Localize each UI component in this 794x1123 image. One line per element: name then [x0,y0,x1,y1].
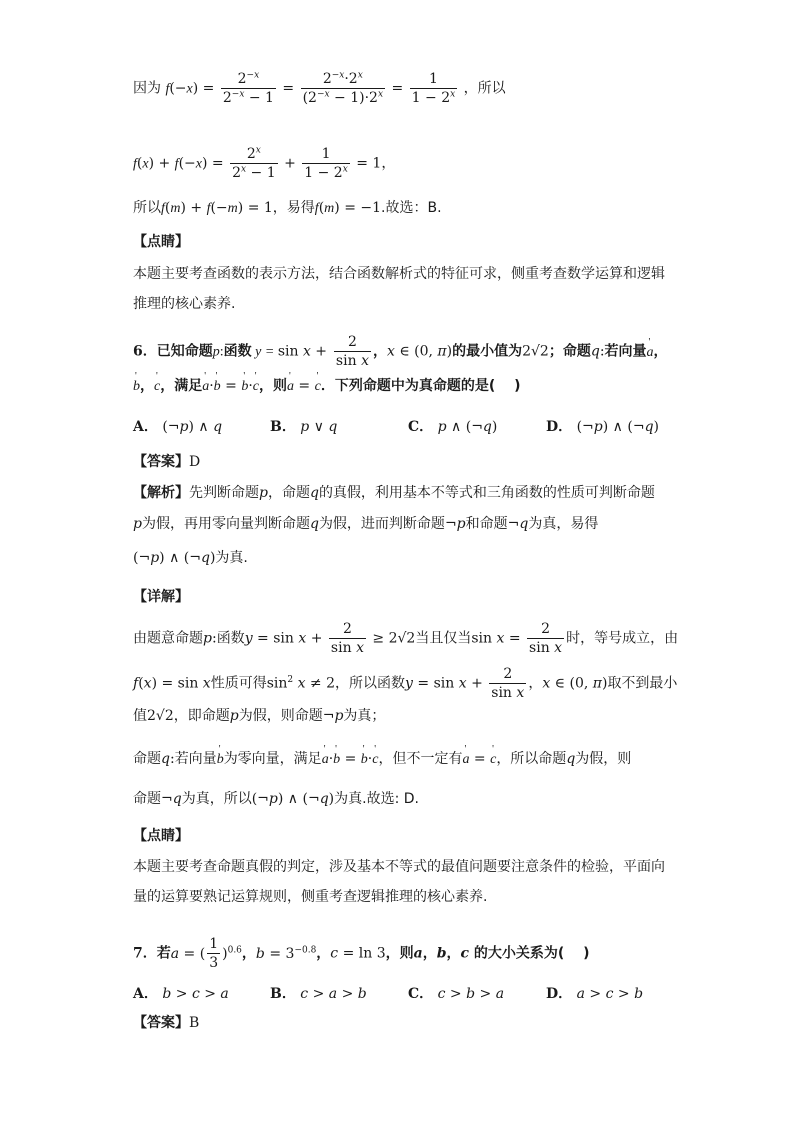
detail-text-2c: 取不到最小 [607,675,678,692]
question6-text-a: 已知命题 [156,343,213,360]
detail-text-5c: 为真.故选: D. [334,791,419,807]
detail-text-4d: ，但不一定有 [378,751,463,767]
detail-text-2b: ，所以函数 [335,675,406,692]
question7-text-b: 则 [399,945,414,962]
question6-text-d: ；命题 [548,343,591,360]
detail-text-1c: 当且仅当 [415,630,472,647]
detail-line2: f(x) = sin x性质可得$\sin^2 x \ne 2$，所以函数y = sin x + $\frac{2}{\text{sin x}}$ ，x ∈ (0, π)取不到最小 [133,666,678,701]
question6-line2: ' b，' c，满足' a·' b = ' b·' c，则' a = ' c．下列命题中为真命题的是( ) [133,376,521,397]
tag-dianjing-5: 【点睛】 [133,234,189,250]
detail-text-5b: 为真，所以 [181,791,252,807]
summary6-line1: 本题主要考查命题真假的判定，涉及基本不等式的最值问题要注意条件的检验，平面向 [133,859,665,875]
question6-text-b: 函数 [223,343,252,360]
analysis-text-2a: 为假，再用零向量判断命题 [141,516,310,532]
solution5-line2: f(x) + f(−x) = $\frac{2^x}{2^x - 1}$ + $\frac{1}{1 - 2^x}$ = 1， [133,145,396,181]
option7-a[interactable]: A． b > c > a [133,986,229,1002]
detail-line1: 由题意命题p:函数y = sin x + $\frac{2}{\text{sin x}}$ ≥ 2√2当且仅当sin x = $\frac{2}{\text{sin x}}$ 时，等号成立，由 [133,621,679,656]
detail-line3: 值2√2，即命题p为假，则命题¬p为真； [133,708,386,724]
detail-text-4b: 若向量 [174,751,217,767]
text-so-suffix: ，所以 [463,80,506,97]
analysis-line2: p为假，再用零向量判断命题q为假，进而判断命题¬p和命题¬q为真，易得 [133,516,599,532]
text-so: 所以 [133,200,161,216]
answer6-value: D [189,454,201,470]
detail-text-1a: 由题意命题 [133,630,203,647]
text-because: 因为 [133,80,161,97]
option6-d-label: D． [546,419,573,435]
detail-line4: 命题q:若向量' b为零向量，满足' a·' b = ' b·' c，但不一定有' a = ' c，所以命题q为假，则 [133,749,631,770]
option7-c-label: C． [408,986,434,1002]
tag-dianjing-6: 【点睛】 [133,828,189,844]
analysis-text-1: 先判断命题 [189,485,259,501]
tag-analysis: 【解析】 [133,485,189,501]
analysis-text-2c: 和命题 [465,516,508,532]
detail-text-3b: ，即命题 [173,708,230,724]
option7-d-label: D． [546,986,573,1002]
analysis-line1: 【解析】先判断命题p，命题q的真假，利用基本不等式和三角函数的性质可判断命题 [133,485,655,501]
solution5-line3: 所以f(m) + f(−m) = 1，易得f(m) = −1.故选：B. [133,200,442,216]
analysis-text-2b: 为假，进而判断命题 [318,516,445,532]
detail-text-4e: ，所以命题 [496,751,567,767]
option7-b-label: B． [270,986,296,1002]
detail-text-3c: 为假，则命题 [238,708,323,724]
detail-text-5a: 命题 [133,791,161,807]
option6-c[interactable]: C． p ∧ (¬q) [408,419,498,435]
solution5-line1: 因为 f(−x) = $\frac{2^{-x}}{2^{-x} - 1}$ = $\frac{2^{-x}\cdot 2^x}{(2^{-x} - 1)\cdot 2^x}$ = $\frac{1}{1 - 2^x}$ ，所以 [133,70,506,106]
summary5-line2: 推理的核心素养. [133,296,236,312]
detail-text-4a: 命题 [133,751,161,767]
detail-line5: 命题¬q为真，所以(¬p) ∧ (¬q)为真.故选: D. [133,791,419,807]
detail-text-3d: 为真； [343,708,386,724]
question6-number: 6． [133,343,157,360]
question6-text-f: 满足 [174,378,203,394]
option6-b[interactable]: B． p ∨ q [270,419,338,435]
question6-text-g: 则 [272,378,287,394]
detail-text-3a: 值 [133,708,147,724]
option7-d[interactable]: D． a > c > b [546,986,644,1002]
question7-number: 7． [133,945,157,962]
option6-a-label: A． [133,419,158,435]
question6-text-c: 的最小值为 [452,343,523,360]
analysis-text-1b: ，命题 [267,485,310,501]
option6-d[interactable]: D． (¬p) ∧ (¬q) [546,419,660,435]
answer6-line [133,452,200,472]
summary5-line1: 本题主要考查函数的表示方法，结合函数解析式的特征可求，侧重考查数学运算和逻辑 [133,266,665,282]
analysis-text-1c: 的真假，利用基本不等式和三角函数的性质可判断命题 [318,485,655,501]
question6-text-e: 若向量 [604,343,647,360]
option7-c[interactable]: C． c > b > a [408,986,505,1002]
question7-text-c: 的大小关系为( ) [473,945,590,962]
option6-a[interactable]: A． (¬p) ∧ q [133,419,223,435]
question6-text-h: 下列命题中为真命题的是( ) [334,378,521,394]
option7-a-label: A． [133,986,158,1002]
analysis-text-3: 为真. [215,550,248,566]
text-easy-get: ，易得 [272,200,315,216]
detail-text-1b: 函数 [216,630,245,647]
analysis-text-2d: 为真，易得 [528,516,599,532]
option6-c-label: C． [408,419,434,435]
answer7-value: B [189,1015,200,1031]
question6-line1: 6．已知命题p:函数 y = sin x + $\frac{2}{\text{sin x}}$ ，x ∈ (0, π)的最小值为2√2；命题q:若向量' a， [133,333,668,370]
analysis-line3: (¬p) ∧ (¬q)为真. [133,550,248,566]
option7-b[interactable]: B． c > a > b [270,986,367,1002]
tag-detail: 【详解】 [133,589,189,605]
detail-text-1d: 时，等号成立，由 [566,630,679,647]
summary6-line2: 量的运算要熟记运算规则，侧重考查逻辑推理的核心素养. [133,889,488,905]
question7-text-a: 若 [156,945,171,962]
question7-line: 7．若a = ( $\frac{1}{3}$ )$^{0.6}$，$b = 3^{-0.8}$，c = ln 3，则a，b，c 的大小关系为( ) [133,936,590,971]
option6-b-label: B． [270,419,296,435]
detail-text-4c: 为零向量，满足 [223,751,322,767]
answer7-line [133,1013,199,1033]
detail-text-4f: 为假，则 [575,751,632,767]
text-choose-b: .故选：B. [381,200,442,216]
detail-text-2a: 性质可得 [210,675,267,692]
tag-answer-7: 【答案】 [133,1015,189,1031]
tag-answer-6: 【答案】 [133,454,189,470]
